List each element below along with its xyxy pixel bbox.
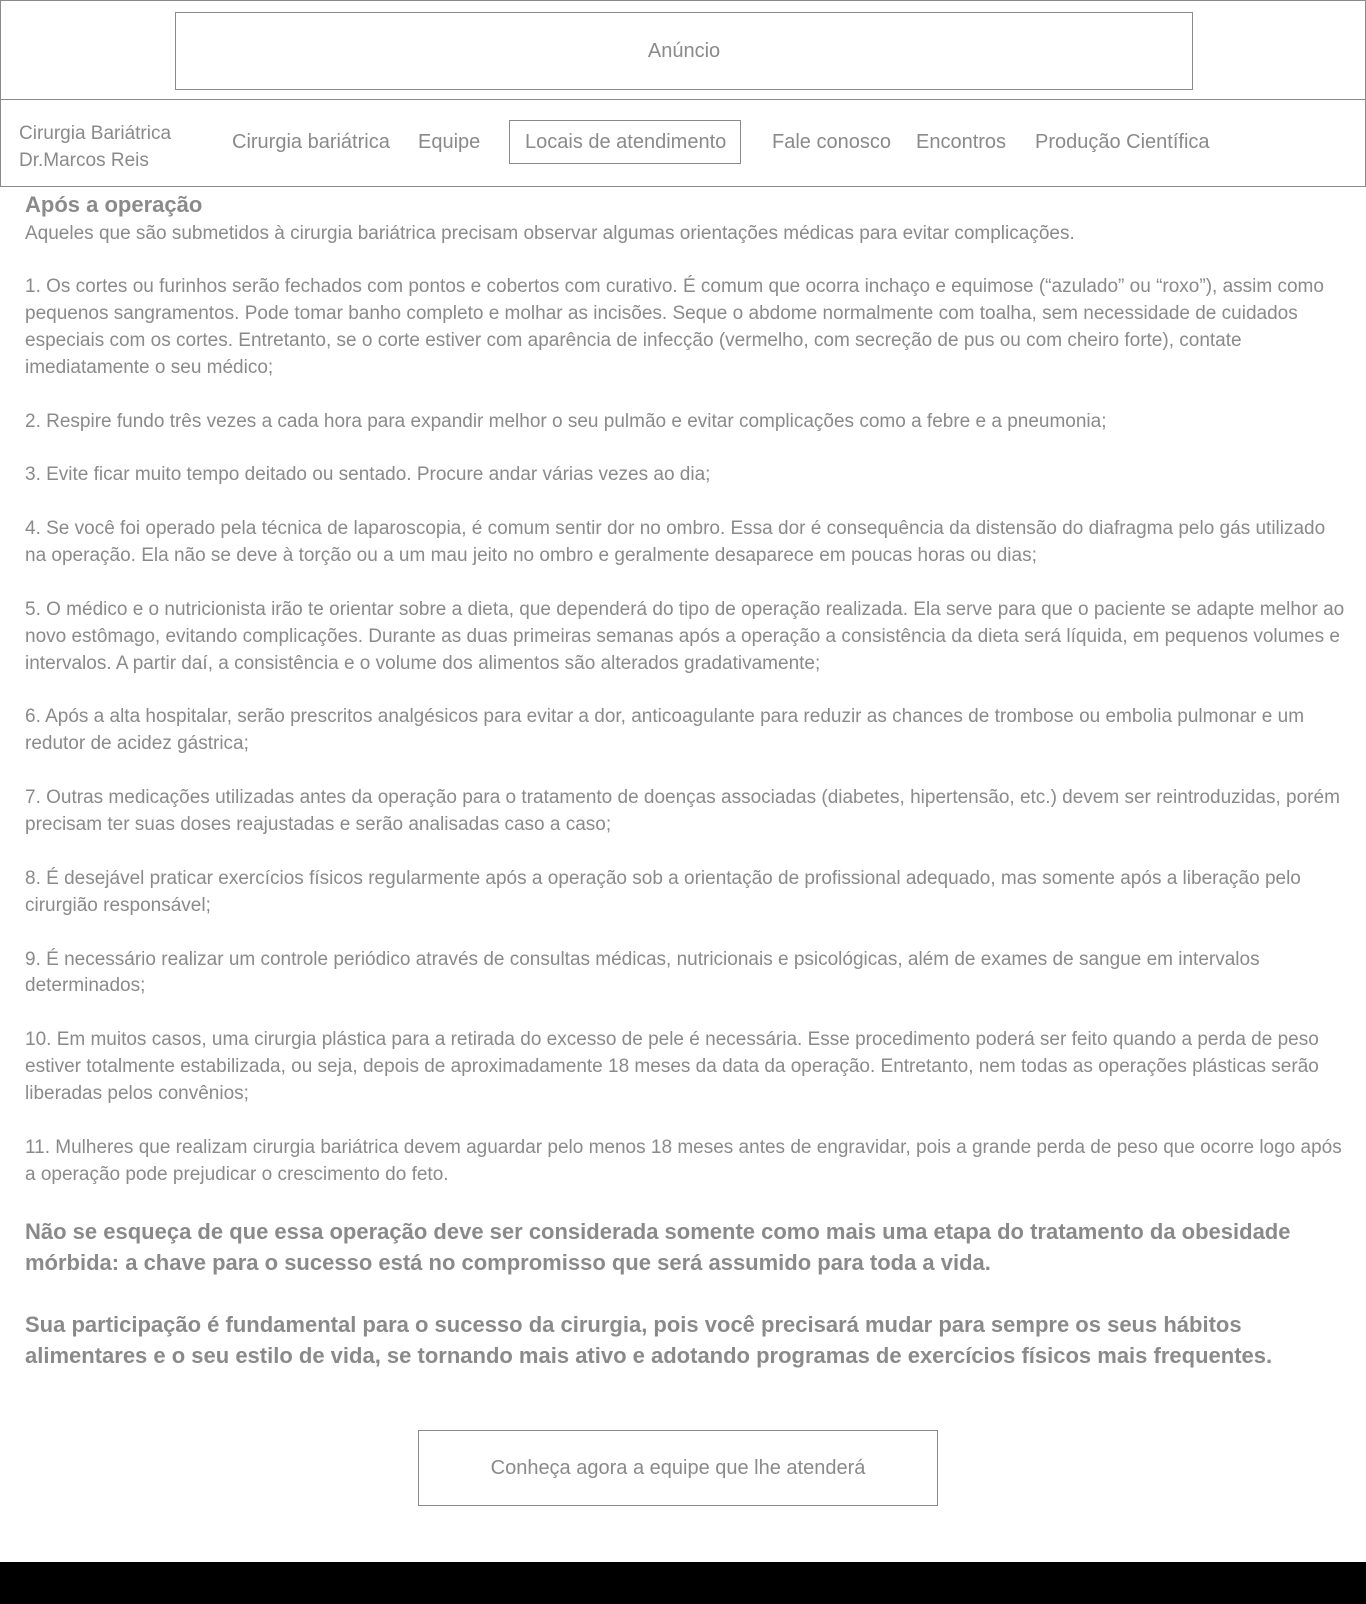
emphasis-paragraph-2: Sua participação é fundamental para o sucesso da cirurgia, pois você precisará mudar para sempre os seus hábitos alimentares e o seu estilo de vida, se tornando mais ativo e adotando programas de exercícios físicos mais frequentes.: [25, 1311, 1273, 1368]
footer-bar: [0, 1562, 1366, 1604]
instruction-item: 1. Os cortes ou furinhos serão fechados com pontos e cobertos com curativo. É comum que ocorra inchaço e equimose (“azulado” ou “roxo”), assim como pequenos sangramentos. Pode tomar banho completo e molhar as incisões. Seque o abdome normalmente com toalha, sem necessidade de cuidados especiais com os cortes. Entretanto, se o corte estiver com aparência de infecção (vermelho, com secreção de pus ou com cheiro forte), contate imediatamente o seu médico;: [25, 276, 1324, 378]
brand-line-1: Cirurgia Bariátrica: [19, 123, 172, 144]
nav-item-producao-cientifica[interactable]: Produção Científica: [1035, 130, 1210, 153]
site-brand[interactable]: [19, 120, 171, 174]
instruction-item: 10. Em muitos casos, uma cirurgia plástica para a retirada do excesso de pele é necessária. Esse procedimento poderá ser feito quando a perda de peso estiver totalmente estabilizada, ou seja, depois de aproximadamente 18 meses da data da operação. Entretanto, nem todas as operações plásticas serão liberadas pelos convênios;: [25, 1029, 1319, 1105]
instruction-item: 9. É necessário realizar um controle periódico através de consultas médicas, nutricionais e psicológicas, além de exames de sangue em intervalos determinados;: [25, 948, 1260, 997]
ad-banner: [0, 0, 1366, 100]
article-content: [25, 190, 1345, 1402]
nav-item-locais-de-atendimento[interactable]: Locais de atendimento: [509, 120, 741, 164]
nav-item-fale-conosco[interactable]: Fale conosco: [772, 130, 891, 153]
top-navigation: [0, 99, 1366, 187]
emphasis-paragraph-1: Não se esqueça de que essa operação deve ser considerada somente como mais uma etapa do tratamento da obesidade mórbida: a chave para o sucesso está no compromisso que será assumido para toda a vida.: [25, 1218, 1291, 1275]
meet-team-button[interactable]: [418, 1430, 938, 1506]
instruction-item: 6. Após a alta hospitalar, serão prescritos analgésicos para evitar a dor, anticoagulante para reduzir as chances de trombose ou embolia pulmonar e um redutor de acidez gástrica;: [25, 706, 1305, 755]
instruction-item: 5. O médico e o nutricionista irão te orientar sobre a dieta, que dependerá do tipo de operação realizada. Ela serve para que o paciente se adapte melhor ao novo estômago, evitando complicações. Durante as duas primeiras semanas após a operação a consistência da dieta será líquida, em pequenos volumes e intervalos. A partir daí, a consistência e o volume dos alimentos são alterados gradativamente;: [25, 598, 1345, 674]
instruction-item: 4. Se você foi operado pela técnica de laparoscopia, é comum sentir dor no ombro. Essa dor é consequência da distensão do diafragma pelo gás utilizado na operação. Ela não se deve à torção ou a um mau jeito no ombro e geralmente desaparece em poucas horas ou dias;: [25, 518, 1326, 567]
instruction-item: 2. Respire fundo três vezes a cada hora para expandir melhor o seu pulmão e evitar complicações como a febre e a pneumonia;: [25, 410, 1107, 432]
nav-item-encontros[interactable]: Encontros: [916, 130, 1007, 153]
instruction-item: 7. Outras medicações utilizadas antes da operação para o tratamento de doenças associadas (diabetes, hipertensão, etc.) devem ser reintroduzidas, porém precisam ter suas doses reajustadas e serão analisadas caso a caso;: [25, 787, 1340, 836]
intro-paragraph: Aqueles que são submetidos à cirurgia bariátrica precisam observar algumas orientações médicas para evitar complicações.: [25, 223, 1075, 244]
nav-item-cirurgia-bariatrica[interactable]: Cirurgia bariátrica: [232, 130, 390, 153]
instruction-item: 8. É desejável praticar exercícios físicos regularmente após a operação sob a orientação de profissional adequado, mas somente após a liberação pelo cirurgião responsável;: [25, 867, 1301, 916]
instruction-item: 3. Evite ficar muito tempo deitado ou sentado. Procure andar várias vezes ao dia;: [25, 464, 711, 486]
ad-placeholder[interactable]: [175, 12, 1193, 90]
brand-line-2: Dr.Marcos Reis: [19, 150, 149, 171]
instruction-item: 11. Mulheres que realizam cirurgia bariátrica devem aguardar pelo menos 18 meses antes de engravidar, pois a grande perda de peso que ocorre logo após a operação pode prejudicar o crescimento do feto.: [25, 1136, 1342, 1185]
meet-team-button-label: Conheça agora a equipe que lhe atenderá: [490, 1456, 866, 1479]
nav-item-equipe[interactable]: Equipe: [418, 130, 481, 153]
ad-label: Anúncio: [647, 39, 721, 62]
page-title: Após a operação: [25, 192, 203, 217]
